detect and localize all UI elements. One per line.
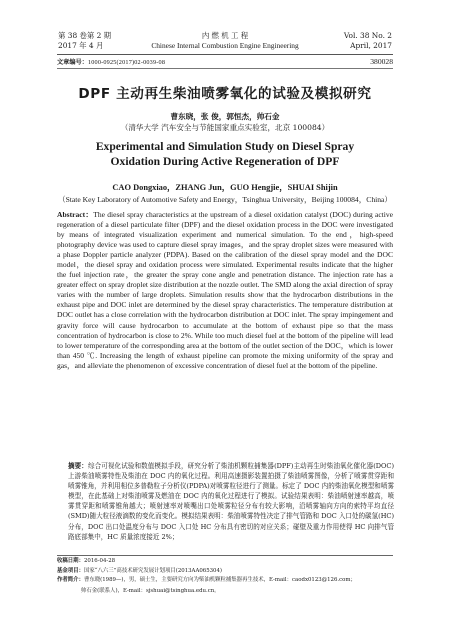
article-id-value: 1000-0925(2017)02-0039-08 (87, 59, 166, 66)
received-date: 2016-04-28 (83, 558, 116, 564)
abstract-cn-label: 摘要： (68, 462, 88, 470)
authors-en: CAO Dongxiao，ZHANG Jun，GUO Hengjie，SHUAI Shijin (112, 183, 338, 192)
affiliation-en: （State Key Laboratory of Automotive Safety and Energy，Tsinghua University，Beijing 100084，China） (57, 195, 393, 204)
article-id-divider (57, 68, 393, 69)
authors-cn: 曹东晓，张 俊，郭恒杰，帅石金 (170, 112, 280, 121)
journal-name-en: Chinese Internal Combustion Engine Engineering (151, 41, 299, 50)
footnote-divider (57, 555, 393, 556)
footnote-author (57, 577, 397, 584)
author-label: 作者简介： (57, 577, 84, 583)
abstract-cn (68, 461, 394, 542)
title-en: Experimental and Simulation Study on Diesel Spray Oxidation During Active Regeneration of DPF (95, 140, 355, 168)
abstract-en-label: Abstract： (57, 210, 94, 219)
title-cn: DPF 主动再生柴油喷雾氧化的试验及模拟研究 (78, 86, 372, 102)
header-divider (57, 54, 393, 55)
affiliation-cn: （清华大学 汽车安全与节能国家重点实验室，北京 100084） (120, 123, 330, 132)
fund-label: 基金项目： (57, 568, 84, 574)
footnote-fund (57, 568, 397, 575)
article-number: 380028 (370, 57, 393, 66)
article-id (57, 58, 165, 67)
footnote-corresponding: 帅石金(联系人)，E-mail：sjshuai@tsinghua.edu.cn。 (81, 588, 220, 594)
journal-name-cn: 内 燃 机 工 程 (201, 31, 249, 40)
volume-cn: 第 38 卷第 2 期 (58, 31, 112, 40)
abstract-cn-text: 综合可视化试验和数值模拟手段，研究分析了柴油机颗粒捕集器(DPF)主动再生时柴油氧化催化器(DOC)上游柴油喷雾特性及柴油在 DOC 内的氧化过程。利用高速摄影装置拍摄了柴油喷雾图像，分析了喷雾贯穿距和喷雾锥角，并利用相位多普勒粒子分析仪(PDPA)对喷雾粒径进行了测量。标定了 DOC 内的柴油氧化模型和喷雾模型，在此基础上对柴油喷雾及燃油在 DOC 内的氧化过程进行了模拟。试验结果表明：柴油喷射速率越高，喷雾贯穿距和喷雾锥角越大；喷射速率对喷嘴出口处喷雾粒径分布有较大影响，沿喷雾轴向方向的索特平均直径(SMD)随大粒径液滴数的变化而变化。模拟结果表明：柴油喷雾特性决定了排气管路和 DOC 入口处的碳氢(HC)分布，DOC 出口处温度分布与 DOC 入口处 HC 分布具有密切的对应关系；碰壁及重力作用使得 HC 向排气管路底部集中，HC 质量浓度接近 2%； (68, 462, 394, 541)
abstract-en-text: The diesel spray characteristics at the upstream of a diesel oxidation catalyst (DOC) during active regeneration of a diesel particulate filter (DPF) and the diesel oxidation process in the DOC were investigated by means of integrated visualization experiment and numerical simulation. To the end，high-speed photography device was used to capture diesel spray images，and the spray droplet sizes were measured with a phase Doppler particle analyzer (PDPA). Based on the calibration of the diesel spray model and the DOC model，the diesel spray and oxidation process were simulated. Experimental results indicate that the higher the fuel injection rate，the greater the spray cone angle and penetration distance. The injection rate has a greater effect on spray droplet size distribution at the nozzle outlet. The SMD along the axial direction of spray varies with the number of large droplets. Simulation results show that the hydrocarbon distributions in the exhaust pipe and DOC inlet are determined by the diesel spray characteristics. The temperature distribution at DOC outlet has a close correlation with the hydrocarbon distribution at DOC inlet. The spray impingement and gravity force will cause hydrocarbon to accumulate at the bottom of exhaust pipe so that the mass concentration of hydrocarbon is close to 2%. While too much diesel fuel at the bottom of the pipeline will lead to lower temperature of the corresponding area at the bottom of the outlet section of the DOC，which is lower than 450 ℃. Increasing the length of exhaust pipeline can promote the mixing uniformity of the spray and gas，and alleviate the phenomenon of excessive concentration of diesel fuel at the bottom of the pipeline. (57, 210, 393, 370)
running-header (0, 31, 450, 55)
article-id-label: 文章编号： (57, 59, 88, 66)
volume-en: Vol. 38 No. 2 (343, 31, 392, 40)
received-label: 收稿日期： (57, 558, 84, 564)
issue-date-cn: 2017 年 4 月 (58, 41, 104, 50)
issue-date-en: April, 2017 (350, 41, 392, 50)
author-text: 曹东晓(1989—)，男，硕士生，主要研究方向为柴油机颗粒捕集器再生技术，E-mail：caodx0123@126.com； (83, 577, 356, 583)
footnote-received (57, 558, 397, 565)
abstract-en (57, 210, 393, 371)
fund-text: 国家“八六三”高技术研究发展计划项目(2013AA065304) (83, 568, 223, 574)
